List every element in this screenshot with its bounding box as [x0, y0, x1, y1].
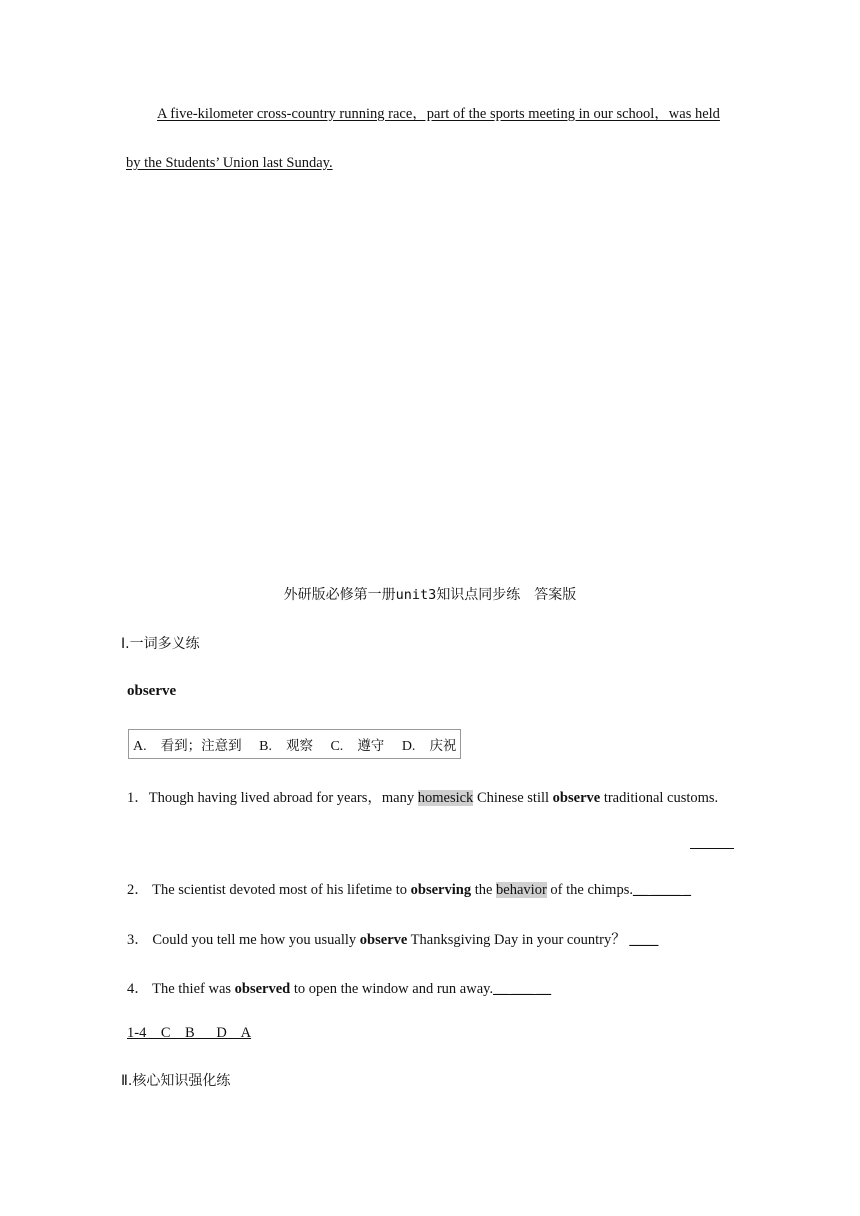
question-1: 1．Though having lived abroad for years，many homesick Chinese still observe traditional customs.	[127, 790, 719, 806]
highlight-homesick: homesick	[417, 790, 474, 806]
option-d: D. 庆祝	[401, 738, 457, 754]
answer-blank-1[interactable]	[690, 848, 734, 849]
option-c: C. 遵守	[330, 738, 385, 754]
answer-blank-2[interactable]: __ ____ _	[632, 882, 691, 898]
title-suffix: 知识点同步练 答案版	[436, 587, 577, 603]
title-prefix: 外研版必修第一册	[283, 587, 396, 603]
option-b: B. 观察	[259, 738, 313, 754]
keyword: observing	[410, 882, 472, 898]
question-3: 3． Could you tell me how you usually observe Thanksgiving Day in your country？ ____	[127, 932, 659, 948]
keyword: observe	[552, 790, 601, 806]
question-4: 4． The thief was observed to open the window and run away.__ ___ __	[127, 981, 552, 997]
answer-blank-3[interactable]: ____	[629, 932, 659, 948]
section-1-heading: Ⅰ.一词多义练	[121, 636, 200, 652]
option-a: A. 看到；注意到	[133, 738, 242, 754]
page-title	[0, 584, 860, 604]
options-box	[128, 729, 461, 759]
passage-line-1: A five-kilometer cross-country running race，part of the sports meeting in our school，was held	[157, 106, 720, 122]
keyword: observe	[359, 932, 408, 948]
title-unit: unit3	[395, 587, 437, 603]
highlight-behavior: behavior	[496, 882, 547, 898]
answer-blank-4[interactable]: __ ___ __	[493, 981, 552, 997]
passage-line-2: by the Students’ Union last Sunday.	[126, 155, 333, 171]
section-2-heading: Ⅱ.核心知识强化练	[121, 1073, 231, 1089]
answer-key: 1-4 C B D A	[127, 1025, 252, 1041]
keyword: observed	[234, 981, 291, 997]
question-2: 2． The scientist devoted most of his lifetime to observing the behavior of the chimps.__ ____ _	[127, 882, 691, 898]
vocab-word: observe	[127, 683, 177, 699]
